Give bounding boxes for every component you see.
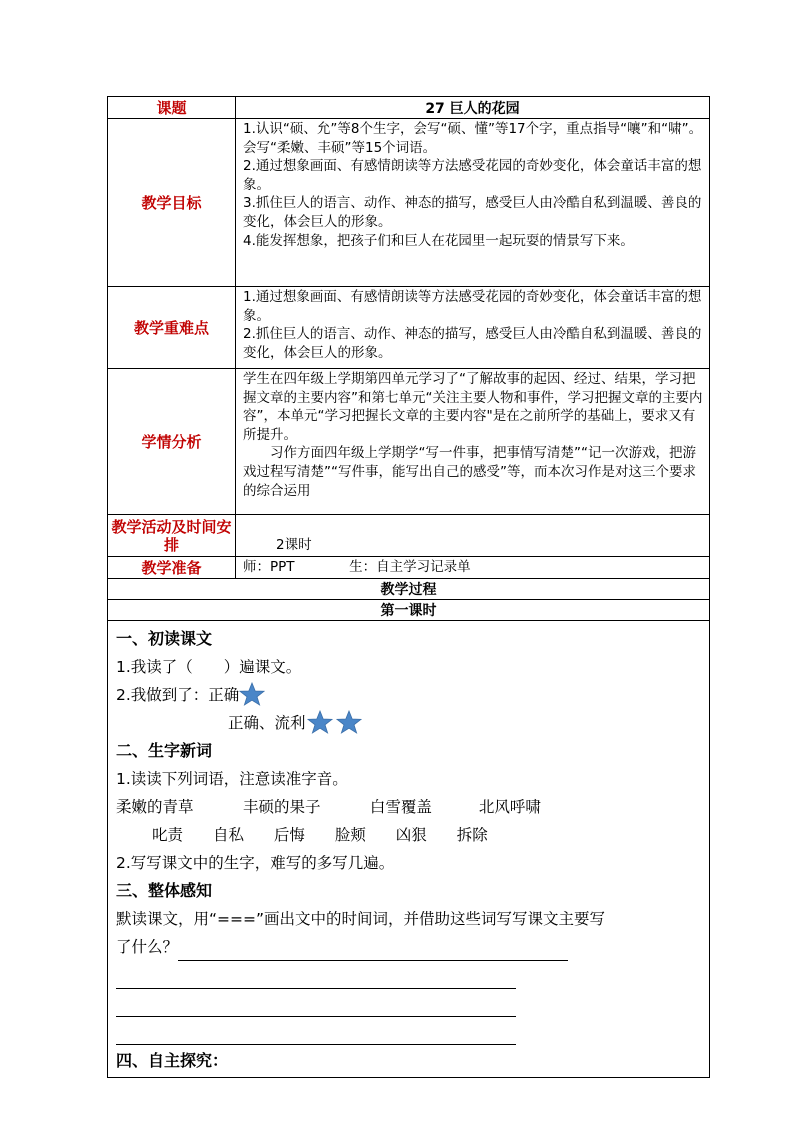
keypoint-item: 2.抓住巨人的语言、动作、神态的描写，感受巨人由冷酷自私到温暖、善良的变化，体会巨人的形象。 (243, 326, 702, 361)
section-3-heading: 三、整体感知 (116, 881, 213, 900)
word-item: 脸颊 (334, 826, 366, 844)
process-title: 教学过程 (108, 579, 710, 600)
self-check-text-1: 2.我做到了：正确 (116, 686, 240, 704)
word-item: 后悔 (273, 826, 305, 844)
word-item: 自私 (212, 826, 244, 844)
read-count-line: 1.我读了（ ）遍课文。 (116, 658, 302, 676)
lesson-title: 第一课时 (108, 600, 710, 621)
analysis-paragraph-1: 学生在四年级上学期第四单元学习了“了解故事的起因、经过、结果，学习把握文章的主要内容”和第七单元“关注主要人物和事件，学习把握文章的主要内容”，本单元“学习把握长文章的主要内容"是在之前所学的基础上，要求又有所提升。 (243, 371, 703, 443)
process-content (108, 621, 710, 1078)
lesson-title-row (108, 600, 710, 621)
word-item: 丰硕的果子 (242, 798, 321, 816)
topic-row (108, 97, 710, 119)
lesson-plan-table (107, 96, 710, 1078)
prep-label: 教学准备 (108, 557, 236, 579)
self-check-line-2 (116, 709, 703, 737)
word-item: 北风呼啸 (478, 798, 541, 816)
topic-label: 课题 (108, 97, 236, 119)
section-4-heading: 四、自主探究： (116, 1051, 229, 1070)
goals-row (108, 119, 710, 287)
summary-task-line-1: 默读课文，用“===”画出文中的时间词，并借助这些词写写课文主要写 (116, 910, 606, 928)
keypoint-item: 1.通过想象画面、有感情朗读等方法感受花园的奇妙变化，体会童话丰富的想象。 (243, 289, 702, 324)
goal-item: 1.认识“硕、允”等8个生字，会写“硕、懂”等17个字，重点指导“嚷”和“啸”。会写“柔嫩、丰硕”等15个词语。 (243, 121, 703, 156)
summary-task-line-2 (116, 933, 703, 961)
summary-task-text-2: 了什么？ (116, 938, 179, 956)
schedule-value: 2课时 (236, 515, 710, 557)
self-check-text-2: 正确、流利 (228, 714, 306, 732)
topic-value: 27 巨人的花园 (236, 97, 710, 119)
keypoints-label: 教学重难点 (108, 287, 236, 369)
goal-item: 3.抓住巨人的语言、动作、神态的描写，感受巨人由冷酷自私到温暖、善良的变化，体会巨人的形象。 (243, 195, 702, 230)
prep-student: 生：自主学习记录单 (349, 559, 471, 576)
goal-item: 2.通过想象画面、有感情朗读等方法感受花园的奇妙变化，体会童话丰富的想象。 (243, 158, 702, 193)
star-icon (239, 682, 265, 706)
answer-line[interactable] (116, 961, 516, 989)
word-item: 拆除 (456, 826, 488, 844)
goal-item: 4.能发挥想象，把孩子们和巨人在花园里一起玩耍的情景写下来。 (243, 232, 634, 249)
analysis-paragraph-2: 习作方面四年级上学期学“写一件事，把事情写清楚”“记一次游戏，把游戏过程写清楚”“写件事，能写出自己的感受”等，而本次习作是对这三个要求的综合运用 (243, 445, 696, 499)
prep-teacher: 师：PPT (243, 559, 295, 576)
answer-line[interactable] (116, 1017, 516, 1045)
word-row-2 (116, 821, 703, 849)
schedule-row (108, 515, 710, 557)
process-content-row (108, 621, 710, 1078)
keypoints-content (236, 287, 710, 369)
keypoints-row (108, 287, 710, 369)
analysis-label: 学情分析 (108, 369, 236, 515)
prep-row (108, 557, 710, 579)
star-icon (306, 710, 334, 734)
self-check-line-1 (116, 681, 703, 709)
section-1-heading: 一、初读课文 (116, 629, 213, 648)
word-item: 叱责 (152, 826, 184, 844)
word-row-1 (116, 793, 703, 821)
write-practice-line: 2.写写课文中的生字，难写的多写几遍。 (116, 854, 395, 872)
word-item: 白雪覆盖 (369, 798, 432, 816)
process-title-row (108, 579, 710, 600)
schedule-label: 教学活动及时间安排 (108, 515, 236, 557)
answer-line[interactable] (116, 989, 516, 1017)
word-item: 凶狠 (395, 826, 427, 844)
answer-blank[interactable] (178, 942, 568, 961)
section-2-heading: 二、生字新词 (116, 741, 213, 760)
analysis-content (236, 369, 710, 515)
word-instruction: 1.读读下列词语，注意读准字音。 (116, 770, 348, 788)
goals-content (236, 119, 710, 287)
lesson-plan-page (107, 96, 709, 1078)
star-icon (334, 710, 364, 734)
analysis-row (108, 369, 710, 515)
goals-label: 教学目标 (108, 119, 236, 287)
prep-content (236, 557, 710, 579)
word-item: 柔嫩的青草 (116, 798, 194, 816)
